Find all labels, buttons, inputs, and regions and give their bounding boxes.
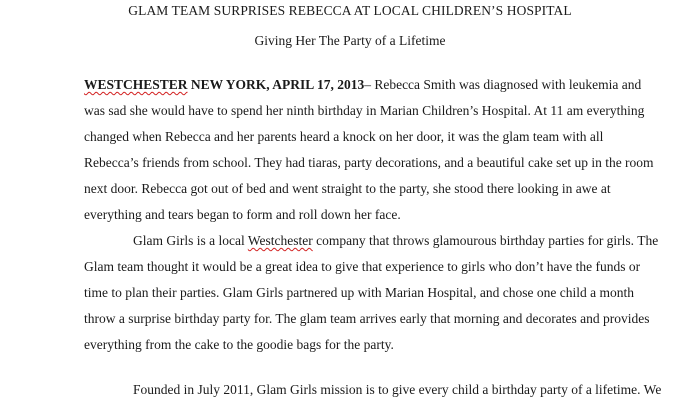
- paragraph-1-line-2: was sad she would have to spend her ninth birthday in Marian Children’s Hospital. At 11 am everything: [84, 103, 645, 118]
- paragraph-2-line-1-c: company that throws glamourous birthday parties for girls. The: [312, 233, 659, 248]
- paragraph-1-line-4: Rebecca’s friends from school. They had tiaras, party decorations, and a beautiful cake set up in the room: [84, 155, 654, 170]
- dateline-city: WESTCHESTER: [84, 77, 188, 92]
- paragraph-1-line-6: everything and tears began to form and roll down her face.: [84, 207, 401, 222]
- headline: GLAM TEAM SURPRISES REBECCA AT LOCAL CHILDREN’S HOSPITAL: [128, 3, 572, 18]
- paragraph-2-line-3: time to plan their parties. Glam Girls partnered up with Marian Hospital, and chose one child a month: [84, 285, 634, 300]
- paragraph-2-line-2: Glam team thought it would be a great idea to give that experience to girls who don’t have the funds or: [84, 259, 641, 274]
- paragraph-2-line-5: everything from the cake to the goodie bags for the party.: [84, 337, 394, 352]
- dateline-rest: NEW YORK, APRIL 17, 2013: [187, 77, 365, 92]
- paragraph-2-line-1-a: Glam Girls is a local: [133, 233, 248, 248]
- paragraph-1-line-1: [84, 77, 641, 93]
- paragraph-1-line-5: next door. Rebecca got out of bed and went straight to the party, she stood there looking in awe at: [84, 181, 611, 196]
- paragraph-1-line-1-text: – Rebecca Smith was diagnosed with leukemia and: [364, 77, 642, 92]
- paragraph-2-line-1: [133, 233, 658, 249]
- paragraph-1-line-3: changed when Rebecca and her parents heard a knock on her door, it was the glam team with all: [84, 129, 604, 144]
- paragraph-3-line-1: Founded in July 2011, Glam Girls mission is to give every child a birthday party of a lifetime. We: [133, 382, 662, 397]
- paragraph-2-line-4: throw a surprise birthday party for. The glam team arrives early that morning and decorates and provides: [84, 311, 650, 326]
- subheadline: Giving Her The Party of a Lifetime: [254, 33, 446, 48]
- misspelled-word: Westchester: [247, 233, 313, 248]
